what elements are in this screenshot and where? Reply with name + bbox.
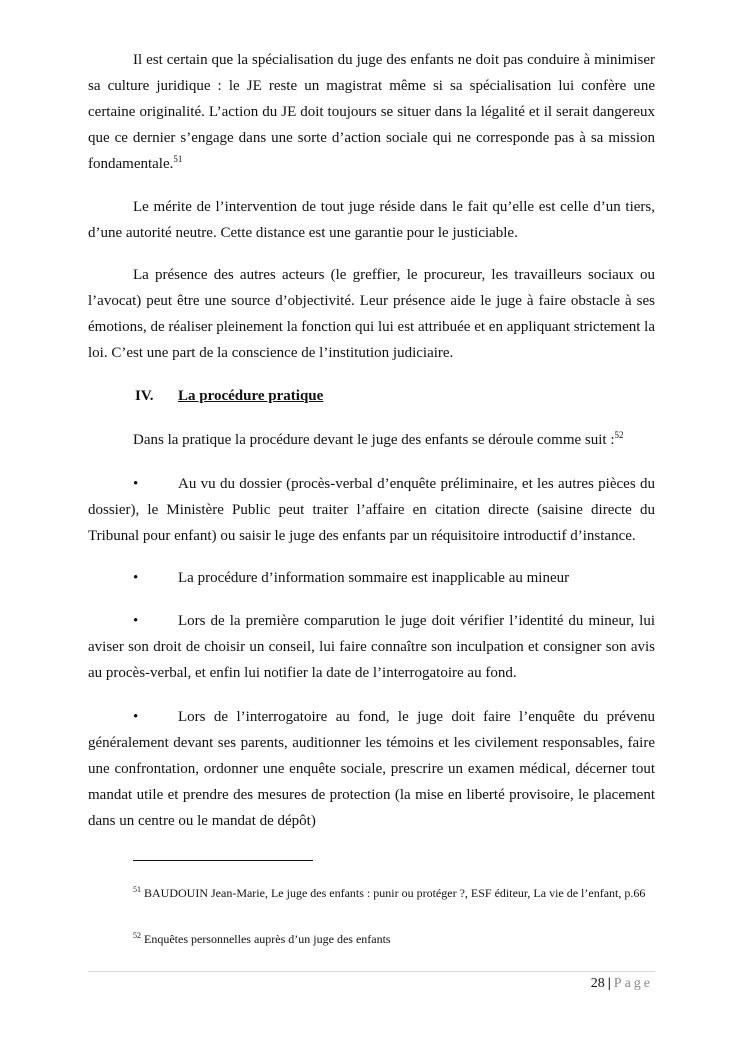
section-title: La procédure pratique — [178, 388, 324, 404]
section-number: IV. — [135, 388, 154, 404]
paragraph: La présence des autres acteurs (le greffier, le procureur, les travailleurs sociaux ou l’avocat) peut être une source d’objectivité. Leur présence aide le juge à faire obstacle à ses émotions, de réaliser pleinement la fonction qui lui est attribuée et en appliquant strictement la loi. C’est une part de la conscience de l’institution judiciaire. — [88, 267, 655, 361]
footnote-ref[interactable]: 51 — [173, 154, 183, 164]
footnote-ref[interactable]: 52 — [614, 430, 624, 440]
page-footer — [591, 975, 653, 993]
footnote-divider — [133, 860, 313, 861]
footer-divider — [88, 971, 655, 972]
section-heading — [135, 385, 323, 407]
footnote-number: 52 — [133, 931, 141, 940]
paragraph: Le mérite de l’intervention de tout juge réside dans le fait qu’elle est celle d’un tiers, d’une autorité neutre. Cette distance est une garantie pour le justiciable. — [88, 199, 655, 241]
page-number: 28 — [590, 976, 605, 991]
footnote: $^{52}$ Enquêtes personnelles auprès d’un juge des enfants — [133, 931, 391, 946]
bullet-icon: • — [133, 476, 139, 492]
paragraph: Il est certain que la spécialisation du juge des enfants ne doit pas conduire à minimiser sa culture juridique : le JE reste un magistrat même si sa spécialisation lui confère une certaine originalité. L’action du JE doit toujours se situer dans la légalité et il serait dangereux que ce dernier s’engage dans une sorte d’action sociale qui ne corresponde pas à sa mission fondamentale.$^{51}$ — [88, 52, 655, 172]
list-item: • La procédure d’information sommaire est inapplicable au mineur — [88, 565, 655, 591]
list-item: • Au vu du dossier (procès-verbal d’enquête préliminaire, et les autres pièces du dossier), le Ministère Public peut traiter l’affaire en citation directe (saisine directe du Tribunal pour enfant) ou saisir le juge des enfants par un réquisitoire introductif d’instance. — [88, 471, 655, 549]
page-label: Page — [613, 976, 653, 991]
bullet-icon: • — [133, 570, 139, 586]
list-item: • Lors de l’interrogatoire au fond, le juge doit faire l’enquête du prévenu généralement devant ses parents, auditionner les témoins et les civilement responsables, faire une confrontation, ordonner une enquête sociale, prescrire un examen médical, décerner tout mandat utile et prendre des mesures de protection (la mise en liberté provisoire, le placement dans un centre ou le mandat de dépôt) — [88, 704, 655, 834]
intro-paragraph: Dans la pratique la procédure devant le juge des enfants se déroule comme suit :$^{52}$ — [133, 430, 624, 448]
footer-separator: | — [607, 976, 611, 991]
list-item: • Lors de la première comparution le juge doit vérifier l’identité du mineur, lui aviser son droit de choisir un conseil, lui faire connaître son inculpation et consigner son avis au procès-verbal, et enfin lui notifier la date de l’interrogatoire au fond. — [88, 608, 655, 686]
footnote: $^{51}$ BAUDOUIN Jean-Marie, Le juge des enfants : punir ou protéger ?, ESF éditeur, La vie de l’enfant, p.66 — [133, 885, 646, 900]
bullet-icon: • — [133, 613, 139, 629]
footnote-number: 51 — [133, 885, 141, 894]
bullet-icon: • — [133, 709, 139, 725]
